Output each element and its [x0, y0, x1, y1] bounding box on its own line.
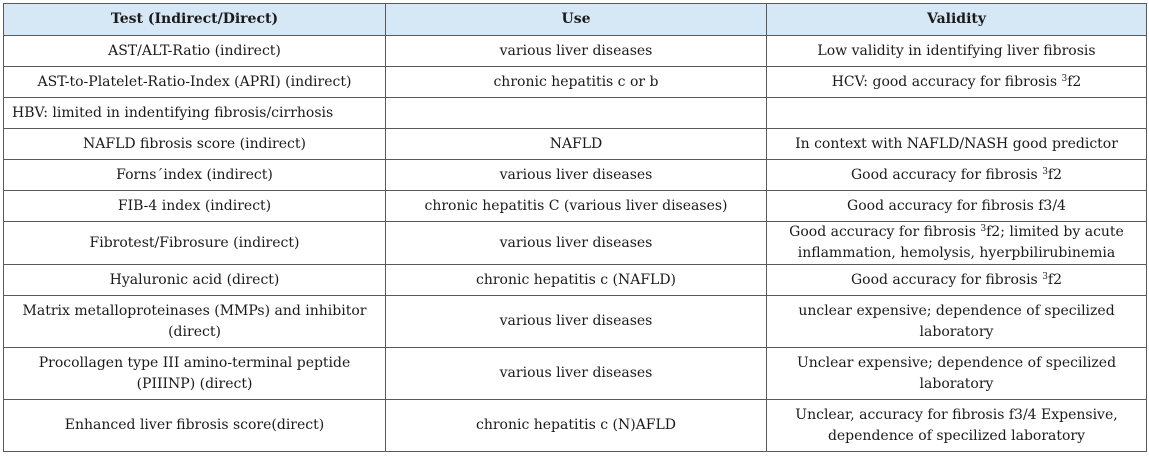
cell-validity: [767, 265, 1147, 296]
cell-text: f2: [1067, 73, 1082, 90]
cell-validity: [767, 160, 1147, 191]
cell-use: NAFLD: [386, 129, 767, 160]
cell-test: Fibrotest/Fibrosure (indirect): [4, 222, 386, 265]
cell-test: Enhanced liver fibrosis score(direct): [4, 400, 386, 452]
table-row: [4, 191, 1147, 222]
cell-validity: Unclear, accuracy for fibrosis f3/4 Expensive, dependence of specilized laboratory: [767, 400, 1147, 452]
header-row: [4, 4, 1147, 36]
cell-text: Good accuracy for fibrosis: [850, 271, 1043, 288]
superscript: 3: [1042, 166, 1048, 177]
cell-test: AST-to-Platelet-Ratio-Index (APRI) (indirect): [4, 67, 386, 98]
cell-validity: Low validity in identifying liver fibrosis: [767, 36, 1147, 67]
cell-use: various liver diseases: [386, 36, 767, 67]
cell-use: chronic hepatitis C (various liver diseases): [386, 191, 767, 222]
cell-text: Good accuracy for fibrosis: [850, 166, 1043, 183]
cell-test: Procollagen type III amino-terminal peptide (PIIINP) (direct): [4, 348, 386, 400]
table-row: [4, 222, 1147, 265]
cell-use: various liver diseases: [386, 222, 767, 265]
cell-text: f2: [1047, 271, 1063, 288]
cell-text: Good accuracy for fibrosis: [789, 224, 981, 240]
table-row: [4, 348, 1147, 400]
table-row: [4, 36, 1147, 67]
cell-use: various liver diseases: [386, 348, 767, 400]
cell-use: chronic hepatitis c (N)AFLD: [386, 400, 767, 452]
header-use: Use: [386, 4, 767, 36]
cell-text: HCV: good accuracy for fibrosis: [831, 73, 1062, 90]
cell-test: Hyaluronic acid (direct): [4, 265, 386, 296]
superscript: 3: [1061, 73, 1068, 84]
table-row: [4, 160, 1147, 191]
header-validity: Validity: [767, 4, 1147, 36]
table-row: [4, 67, 1147, 98]
cell-validity: [767, 222, 1147, 265]
table-row: [4, 296, 1147, 348]
cell-test: AST/ALT-Ratio (indirect): [4, 36, 386, 67]
header-test: Test (Indirect/Direct): [4, 4, 386, 36]
table-row: [4, 98, 1147, 129]
cell-test: FIB-4 index (indirect): [4, 191, 386, 222]
table-row: [4, 129, 1147, 160]
cell-test: NAFLD fibrosis score (indirect): [4, 129, 386, 160]
cell-test: HBV: limited in indentifying fibrosis/cirrhosis: [4, 98, 386, 129]
cell-text: f2: [1047, 166, 1063, 183]
cell-use: various liver diseases: [386, 296, 767, 348]
table-body: [4, 36, 1147, 452]
cell-validity: In context with NAFLD/NASH good predictor: [767, 129, 1147, 160]
cell-test: Forns´index (indirect): [4, 160, 386, 191]
table-row: [4, 265, 1147, 296]
cell-validity: [767, 67, 1147, 98]
cell-use: various liver diseases: [386, 160, 767, 191]
validity-table: [3, 3, 1147, 452]
superscript: 3: [1042, 271, 1048, 282]
table-row: [4, 400, 1147, 452]
cell-test: Matrix metalloproteinases (MMPs) and inhibitor (direct): [4, 296, 386, 348]
cell-validity: Unclear expensive; dependence of specilized laboratory: [767, 348, 1147, 400]
cell-validity: Good accuracy for fibrosis f3/4: [767, 191, 1147, 222]
cell-use: chronic hepatitis c or b: [386, 67, 767, 98]
cell-validity: [767, 98, 1147, 129]
cell-text: f2; limited by acute inflammation, hemolysis, hyerpbilirubinemia: [797, 224, 1124, 261]
cell-use: [386, 98, 767, 129]
superscript: 3: [980, 224, 987, 234]
cell-use: chronic hepatitis c (NAFLD): [386, 265, 767, 296]
cell-validity: unclear expensive; dependence of specilized laboratory: [767, 296, 1147, 348]
